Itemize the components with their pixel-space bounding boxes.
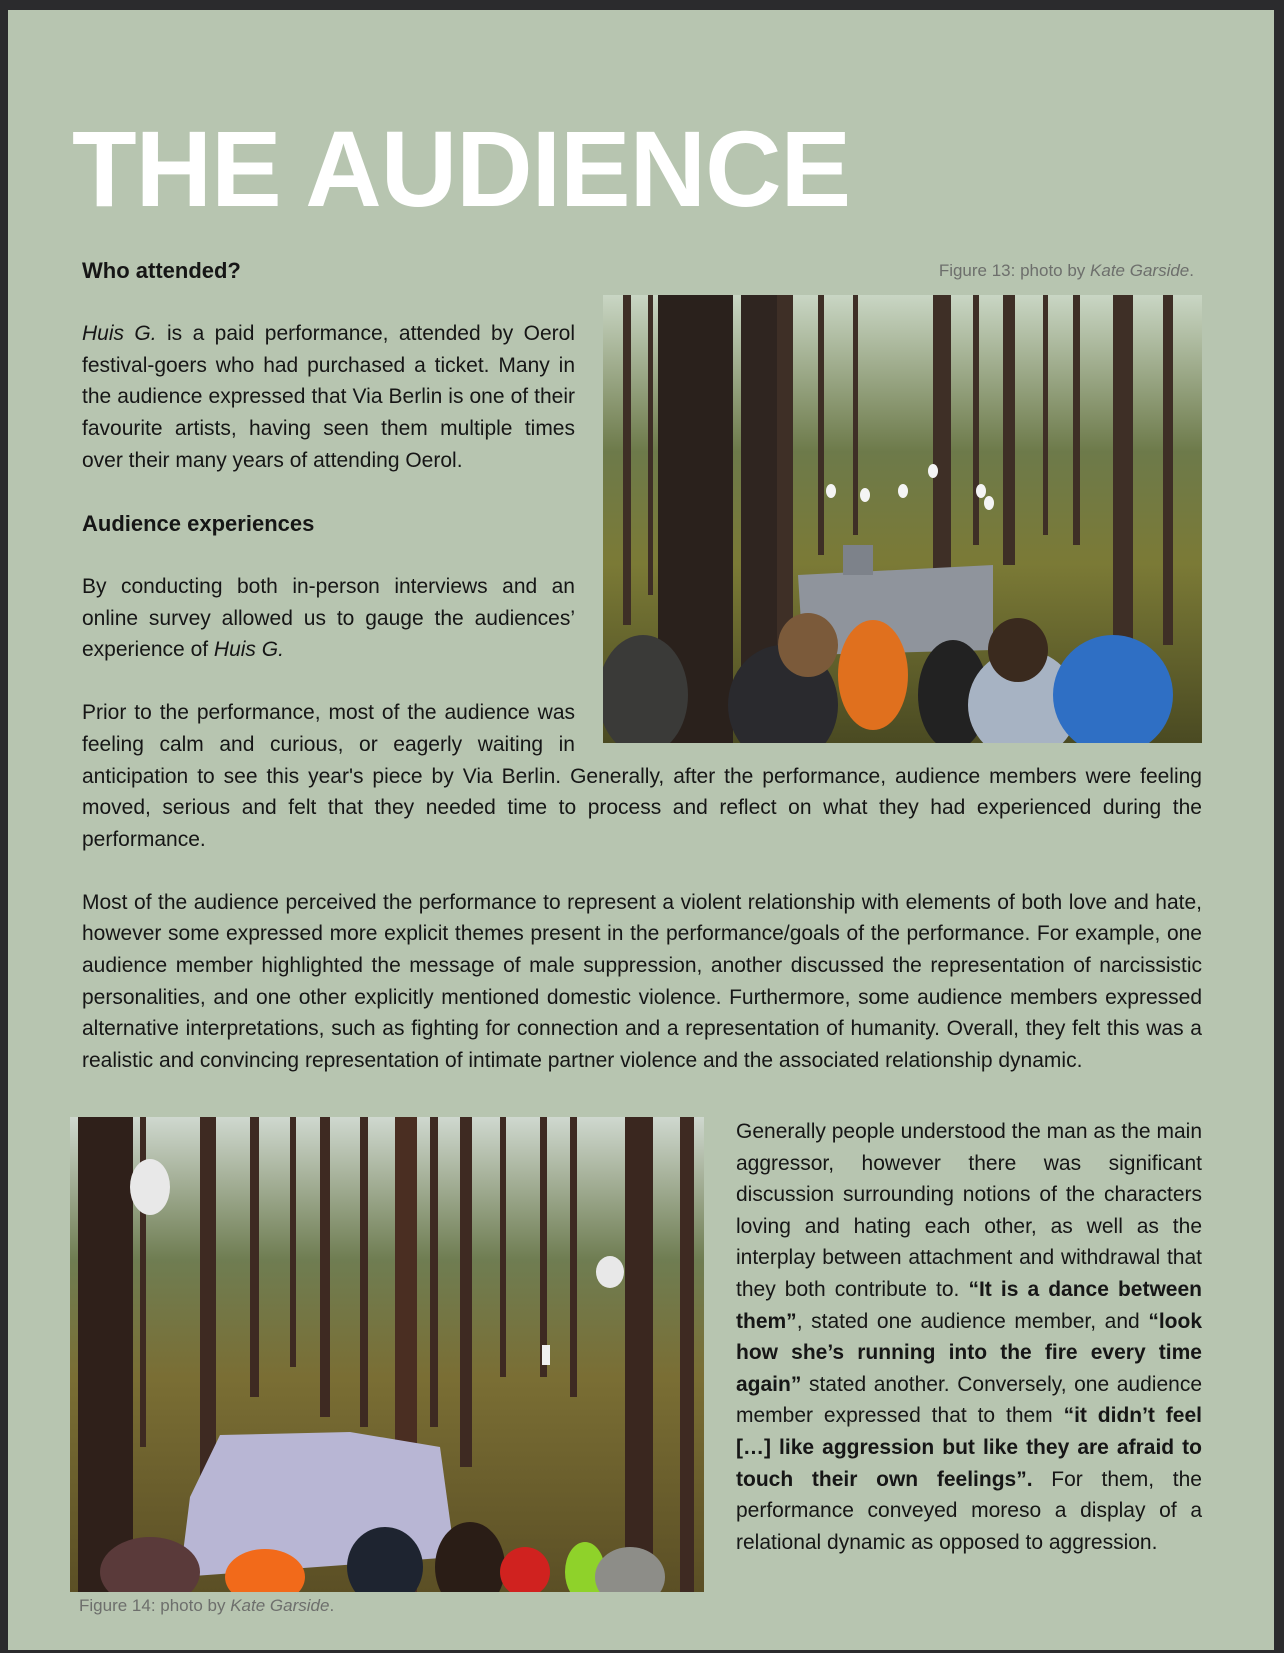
paragraph-text: , stated one audience member, and <box>796 1309 1149 1333</box>
paragraph-text: stated another. Conversely, one audience member expressed that to them <box>736 1372 1202 1428</box>
paragraph-perceptions: Most of the audience perceived the performance to represent a violent relationship with elements of both love and hate, however some expressed more explicit themes present in the performance/goals of the performance. For example, one audience member highlighted the message of male suppression, another discussed the representation of narcissistic personalities, and one other explicitly mentioned domestic violence. Furthermore, some audience members expressed alternative interpretations, such as fighting for connection and a representation of humanity. Overall, they felt this was a realistic and convincing representation of intimate partner violence and the associated relationship dynamic. <box>82 890 1202 1072</box>
italic-title: Huis G. <box>213 638 284 662</box>
lower-text-section <box>736 1116 1202 1590</box>
caption-suffix: . <box>1189 261 1194 280</box>
document-page <box>8 10 1274 1650</box>
photo-forest-tent <box>70 1117 704 1592</box>
paragraph-text: is a paid performance, attended by Oerol festival-goers who had purchased a ticket. Many in the audience expressed that Via Berlin is one of their favourite artists, having seen them multiple times over their many years of attending Oerol. <box>82 322 576 472</box>
heading-audience-experiences: Audience experiences <box>82 510 315 536</box>
figure-14 <box>70 1117 704 1622</box>
quote: “It is a dance between them” <box>736 1277 1202 1333</box>
caption-author: Kate Garside <box>230 1596 330 1615</box>
heading-who-attended: Who attended? <box>82 258 241 283</box>
paragraph-text: For them, the performance conveyed moreso a display of a relational dynamic as opposed to aggression. <box>736 1467 1202 1554</box>
paragraph-feelings: Prior to the performance, most of the audience was feeling calm and curious, or eagerly waiting in anticipation to see this year's piece by Via Berlin. Generally, after the performance, audience members were feeling moved, serious and felt that they needed time to process and reflect on what they had experienced during the performance. <box>82 701 1202 851</box>
paragraph-text: By conducting both in-person interviews and an online survey allowed us to gauge the audiences’ experience of <box>82 574 575 662</box>
page-title: THE AUDIENCE <box>72 108 851 229</box>
photo-forest-audience <box>603 295 1202 743</box>
caption-text: Figure 14: photo by <box>79 1596 231 1615</box>
figure-13-caption <box>603 255 1202 295</box>
italic-title: Huis G. <box>82 322 157 346</box>
quote: “look how she’s running into the fire every time again” <box>736 1309 1202 1396</box>
paragraph-text: Generally people understood the man as the main aggressor, however there was significant discussion surrounding notions of the characters loving and hating each other, as well as the interplay between attachment and withdrawal that they both contribute to. <box>736 1120 1202 1301</box>
caption-text: Figure 13: photo by <box>938 261 1091 280</box>
figure-14-caption <box>70 1590 704 1622</box>
caption-suffix: . <box>329 1596 335 1615</box>
quote: “it didn’t feel […] like aggression but like they are afraid to touch their own feelings”. <box>736 1404 1202 1491</box>
paragraph-aggressor <box>736 1116 1202 1558</box>
upper-text-section <box>82 255 1202 1108</box>
figure-13 <box>603 255 1202 743</box>
caption-author: Kate Garside <box>1090 261 1190 280</box>
